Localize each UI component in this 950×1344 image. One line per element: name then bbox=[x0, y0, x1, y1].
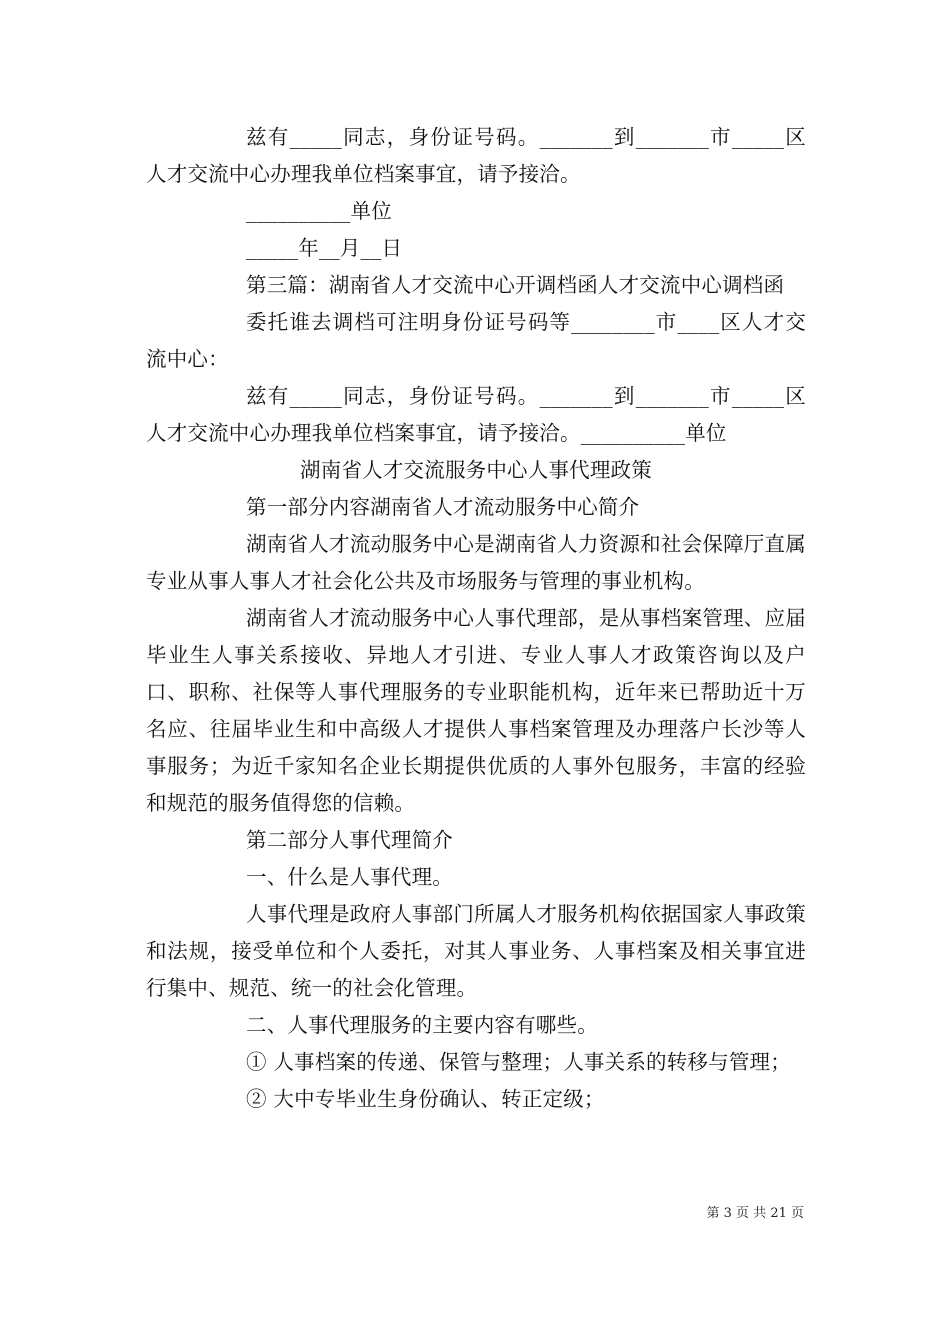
paragraph-agency-definition: 人事代理是政府人事部门所属人才服务机构依据国家人事政策和法规，接受单位和个人委托，对其人事业务、人事档案及相关事宜进行集中、规范、统一的社会化管理。 bbox=[146, 902, 806, 1000]
paragraph-letter-intro: 兹有_____同志，身份证号码。_______到_______市_____区人才交流中心办理我单位档案事宜，请予接洽。 bbox=[146, 125, 806, 186]
subheading-service-contents: 二、人事代理服务的主要内容有哪些。 bbox=[246, 1013, 598, 1037]
paragraph-agency-department: 湖南省人才流动服务中心人事代理部，是从事档案管理、应届毕业生人事关系接收、异地人才引进、专业人事人才政策咨询以及户口、职称、社保等人事代理服务的专业职能机构，近年来已帮助近十万名应、往届毕业生和中高级人才提供人事档案管理及办理落户长沙等人事服务；为近千家知名企业长期提供优质的人事外包服务，丰富的经验和规范的服务值得您的信赖。 bbox=[146, 606, 806, 815]
section-heading-part-three: 第三篇：湖南省人才交流中心开调档函人才交流中心调档函 bbox=[246, 273, 785, 297]
document-body bbox=[146, 119, 806, 1118]
page-number-footer: 第 3 页 共 21 页 bbox=[706, 1206, 804, 1221]
document-title: 湖南省人才交流服务中心人事代理政策 bbox=[300, 458, 652, 482]
paragraph-unit-signature: __________单位 bbox=[246, 199, 392, 223]
section-heading-part-one: 第一部分内容湖南省人才流动服务中心简介 bbox=[246, 495, 640, 519]
paragraph-date-line: _____年__月__日 bbox=[246, 236, 403, 260]
paragraph-letter-repeat: 兹有_____同志，身份证号码。_______到_______市_____区人才交流中心办理我单位档案事宜，请予接洽。__________单位 bbox=[146, 384, 806, 445]
list-item-1: ① 人事档案的传递、保管与整理；人事关系的转移与管理； bbox=[246, 1050, 791, 1074]
section-heading-part-two: 第二部分人事代理简介 bbox=[246, 828, 453, 852]
paragraph-center-intro: 湖南省人才流动服务中心是湖南省人力资源和社会保障厅直属专业从事人事人才社会化公共及市场服务与管理的事业机构。 bbox=[146, 532, 806, 593]
list-item-2: ② 大中专毕业生身份确认、转正定级； bbox=[246, 1087, 605, 1111]
subheading-what-is-agency: 一、什么是人事代理。 bbox=[246, 865, 453, 889]
paragraph-delegation-note: 委托谁去调档可注明身份证号码等________市____区人才交流中心： bbox=[146, 310, 806, 371]
